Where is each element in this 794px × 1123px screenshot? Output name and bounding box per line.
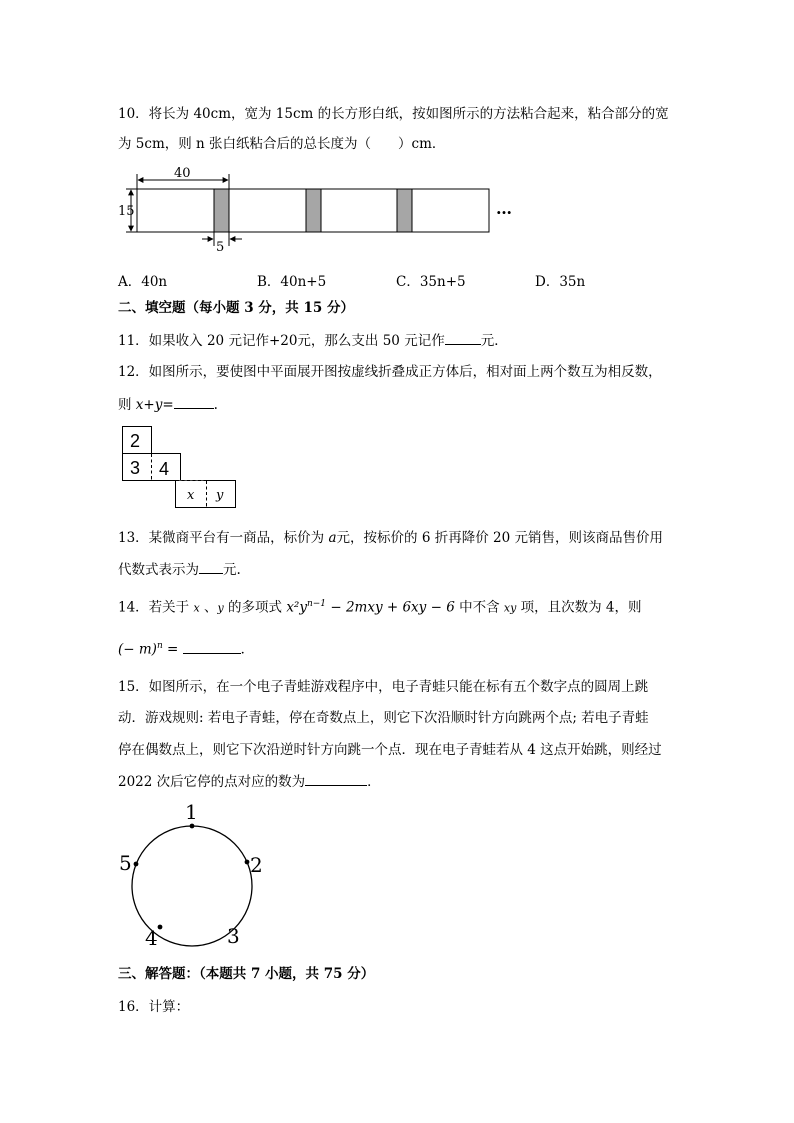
answer-blank [445,330,481,345]
q12-text-line1: 12．如图所示，要使图中平面展开图按虚线折叠成正方体后，相对面上两个数互为相反数， [118,364,662,380]
q10-option-d: D．35n [535,274,586,290]
q12-end: . [213,397,218,413]
q11-text [118,330,508,351]
q11-stem: 11．如果收入 20 元记作+20元，那么支出 50 元记作 [118,333,445,349]
q14-xy: xy [503,601,517,615]
q13-text-line1 [118,528,663,548]
point-5-dot [134,862,139,867]
length-label: 40 [174,166,191,181]
q14-line2-exp: n [156,641,163,651]
q15-text-line1: 15．如图所示，在一个电子青蛙游戏程序中，电子青蛙只能在标有五个数字点的圆周上跳 [118,679,649,695]
point-5-label: 5 [119,851,132,875]
q14-line2-expr: (− m) [118,641,157,658]
section-2-title: 二、填空题（每小题 3 分，共 15 分） [118,300,354,316]
q13-text-line2 [118,559,241,580]
ellipsis: … [496,199,512,218]
q10-text-line2: 为 5cm，则 n 张白纸粘合后的总长度为（ ）cm． [118,136,446,152]
net-cell-y: y [216,488,224,503]
answer-blank [174,394,214,409]
q14-mid2: 中不含 [454,599,504,616]
q10-paper-strip-figure [118,162,518,254]
net-cell-3: 3 [130,458,141,478]
net-cell-x: x [187,488,195,503]
q13-line2-pre: 代数式表示为 [118,562,199,578]
q15-line4-pre: 2022 次后它停的点对应的数为 [118,774,306,790]
q12-expression: x+y [135,397,163,413]
q14-poly-exp: n−1 [306,599,327,609]
net-cell-4: 4 [159,459,170,479]
point-4-dot [158,925,163,930]
net-cell-2: 2 [130,431,141,451]
q14-text-line1 [118,594,641,619]
q13-post: 元，按标价的 6 折再降价 20 元销售，则该商品售价用 [336,530,663,546]
q12-text-line2 [118,394,218,415]
q11-tail: 元． [480,333,508,349]
section-3-title: 三、解答题：（本题共 7 小题，共 75 分） [118,966,375,982]
q10-option-a: A．40n [118,274,168,290]
point-1-label: 1 [185,800,198,824]
q10-text-line1: 10．将长为 40cm，宽为 15cm 的长方形白纸，按如图所示的方法粘合起来，粘合部分的宽 [118,106,669,122]
q10-option-c: C．35n+5 [396,274,466,290]
q14-mid: 的多项式 [223,599,287,616]
q14-post: 项，且次数为 4，则 [516,599,642,616]
q14-poly-rest: − 2mxy + 6xy − 6 [326,599,455,616]
point-2-label: 2 [250,853,263,877]
q14-sep: 、 [199,599,218,616]
q14-poly-term1: x²y [286,599,307,616]
q14-line2-eq: = [162,641,183,658]
answer-blank [305,771,367,786]
q16-text: 16．计算： [118,999,190,1015]
overlap-segment [397,189,412,232]
point-4-label: 4 [145,926,158,950]
point-3-label: 3 [227,924,240,948]
point-2-dot [245,860,250,865]
answer-blank [183,639,241,654]
q15-text-line3: 停在偶数点上，则它下次沿逆时针方向跳一个点．现在电子青蛙若从 4 这点开始跳，则经过 [118,742,662,758]
q15-text-line2: 动．游戏规则: 若电子青蛙，停在奇数点上，则它下次沿顺时针方向跳两个点; 若电子青蛙 [118,710,649,726]
q14-text-line2 [118,636,254,660]
q14-x: x [193,601,200,615]
q12-eq: = [162,397,174,413]
width-label: 15 [118,204,135,219]
q13-pre: 13．某微商平台有一商品，标价为 [118,530,329,546]
q14-pre: 14．若关于 [118,599,194,616]
q12-cube-net-figure [120,424,240,510]
overlap-segment [306,189,321,232]
q13-line2-post: 元. [223,562,241,578]
q12-pre: 则 [118,397,136,413]
q15-circle-figure [114,800,274,950]
q14-line2-end: ． [240,641,255,658]
q13-var: a [328,530,337,546]
answer-blank [199,559,223,574]
overlap-segment [214,189,229,232]
q15-text-line4 [118,771,381,792]
q14-y: y [217,601,224,615]
q15-line4-post: ． [367,774,381,790]
overlap-label: 5 [216,240,225,254]
point-1-dot [190,824,195,829]
q10-option-b: B．40n+5 [257,274,327,290]
